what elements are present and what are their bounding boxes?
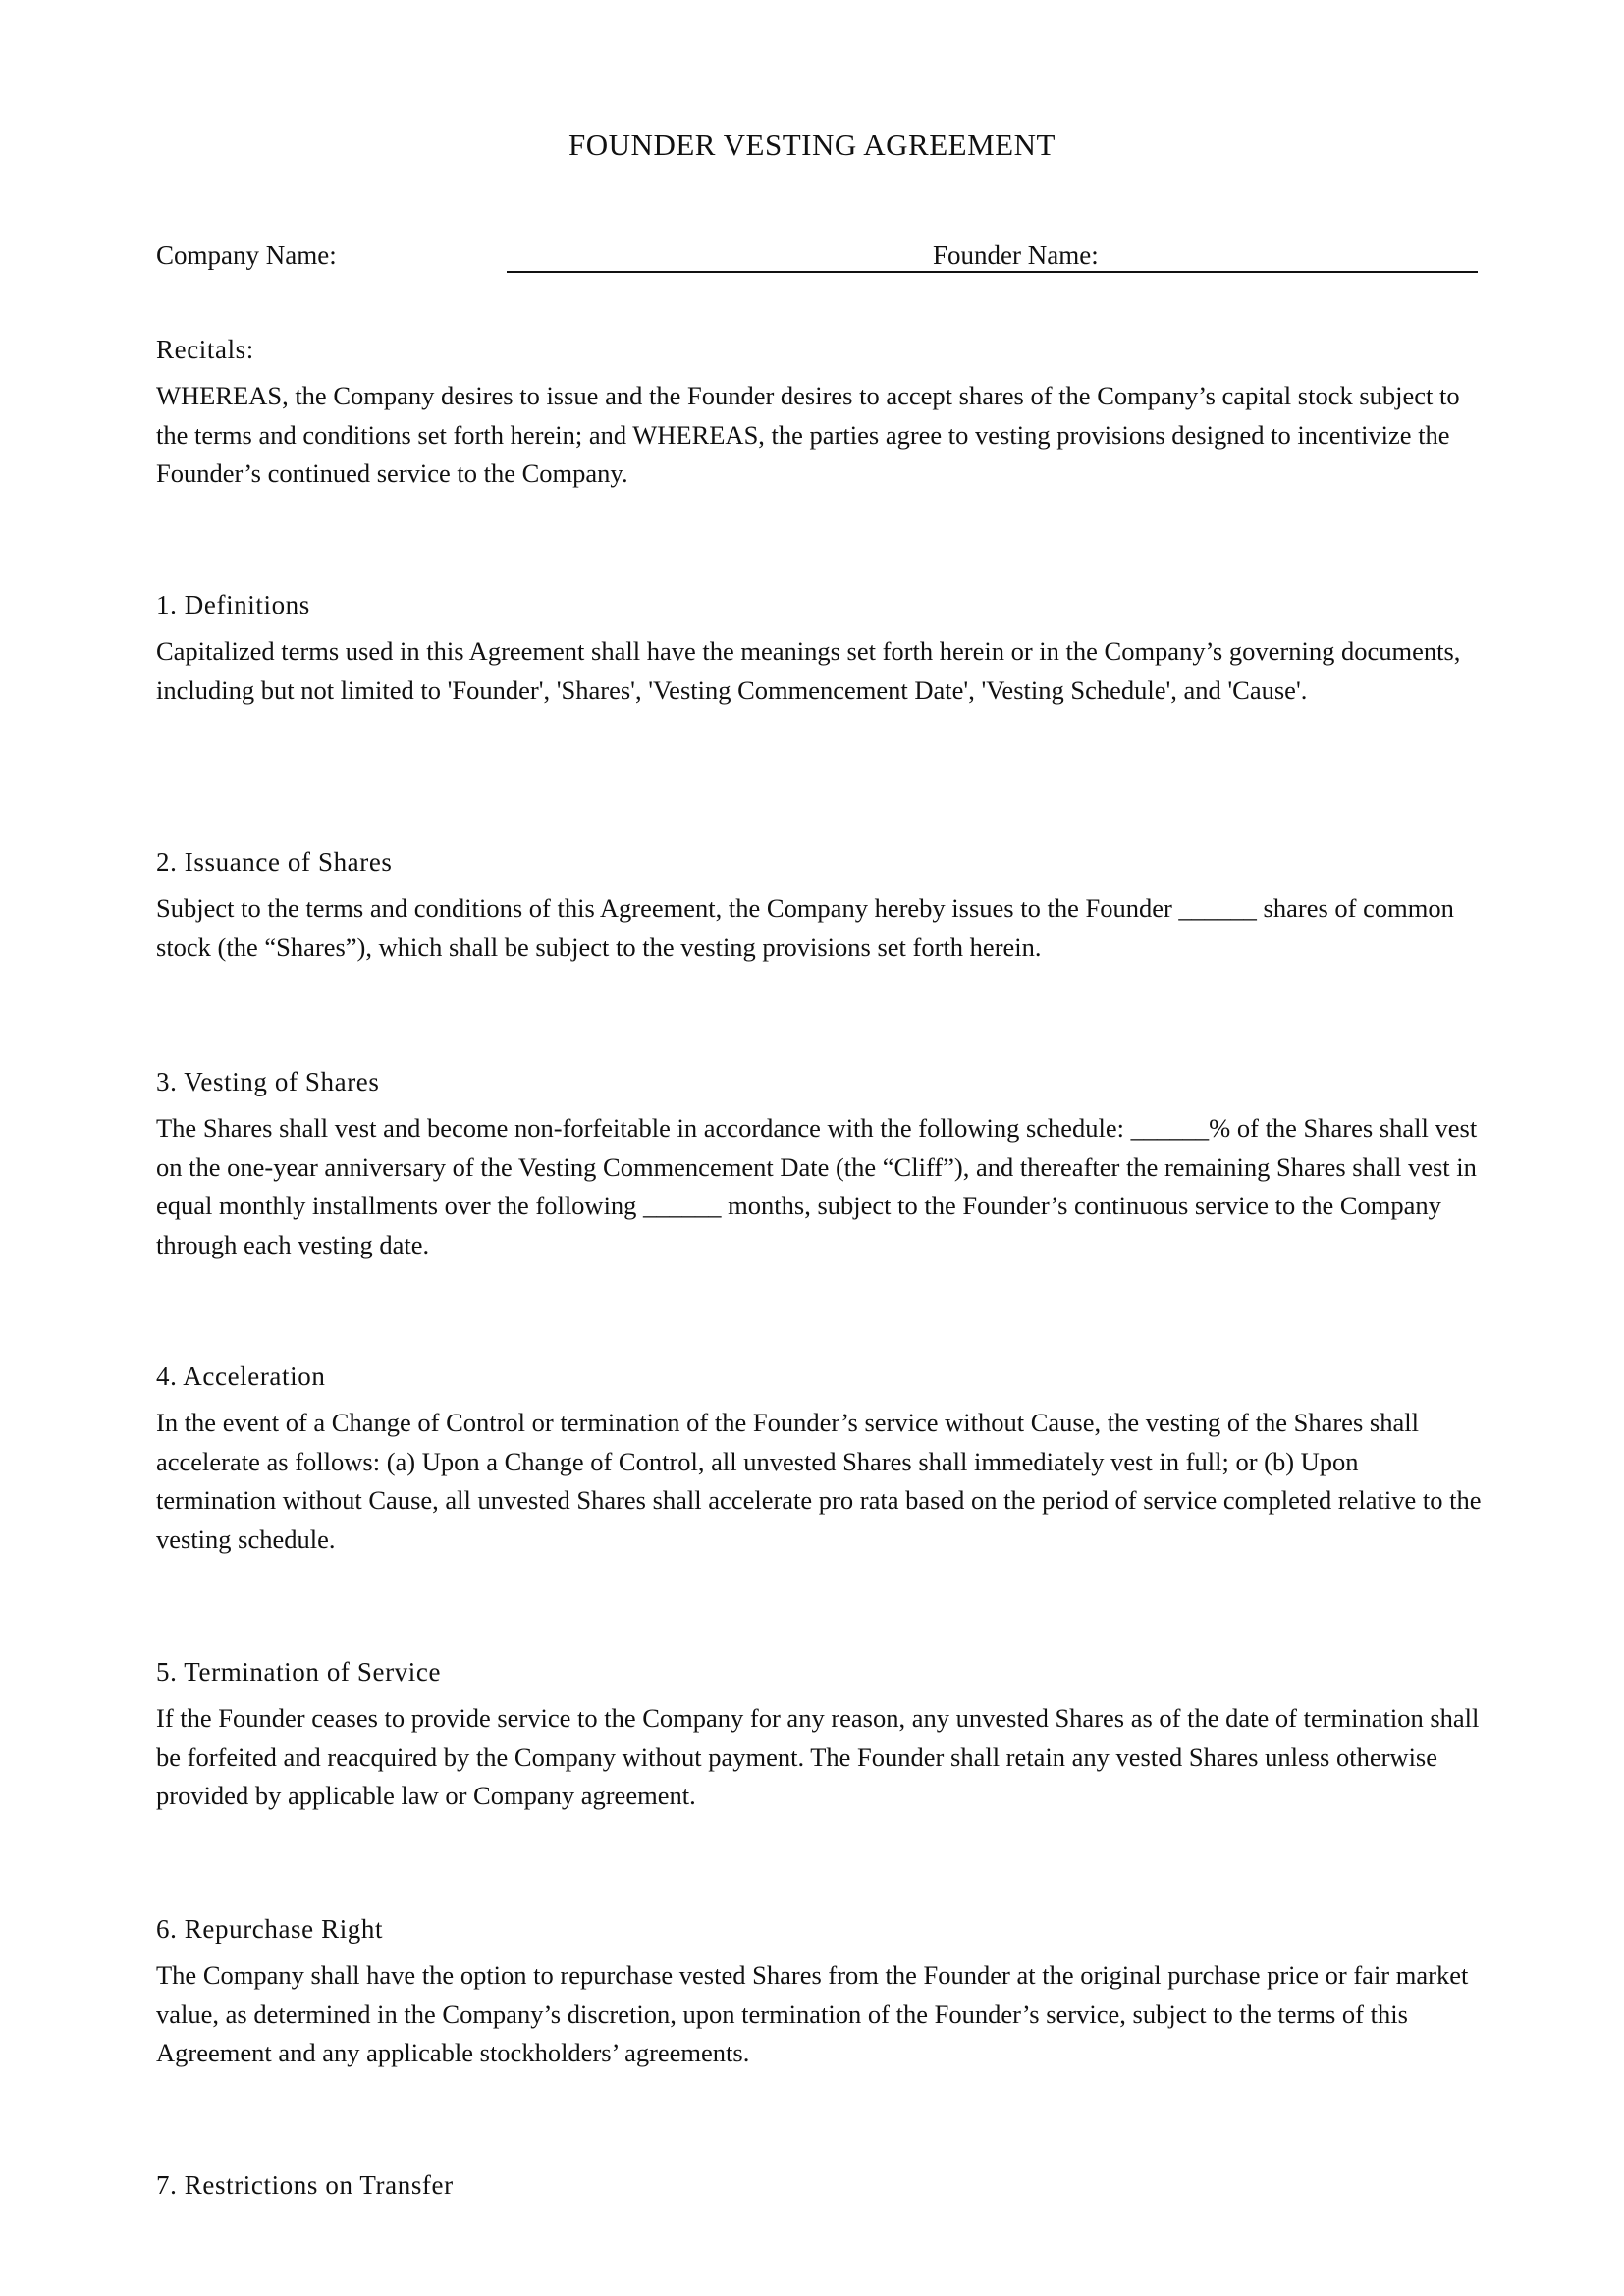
section-heading-repurchase: 6. Repurchase Right [156,1914,384,1944]
section-heading-issuance: 2. Issuance of Shares [156,847,393,877]
document-title: FOUNDER VESTING AGREEMENT [568,128,1056,162]
recitals-body: WHEREAS, the Company desires to issue and the Founder desires to accept shares of the Company’s capital stock subject to the terms and conditions set forth herein; and WHEREAS, the parties agree to vesting provisions designed to incentivize the Founder’s continued service to the Company. [156,381,1460,488]
section-heading-termination: 5. Termination of Service [156,1657,442,1686]
section-body-definitions: Capitalized terms used in this Agreement shall have the meanings set forth herein or in the Company’s governing documents, including but not limited to 'Founder', 'Shares', 'Vesting Commencement Date', 'Vesting Schedule', and 'Cause'. [156,636,1461,705]
party-fields [156,238,1478,277]
section-body-termination: If the Founder ceases to provide service to the Company for any reason, any unvested Shares as of the date of termination shall be forfeited and reacquired by the Company without payment. The Founder shall retain any vested Shares unless otherwise provided by applicable law or Company agreement. [156,1703,1480,1810]
section-body-issuance: Subject to the terms and conditions of this Agreement, the Company hereby issues to the Founder ______ shares of common stock (the “Shares”), which shall be subject to the vesting provisions set forth herein. [156,893,1454,962]
section-heading-vesting: 3. Vesting of Shares [156,1067,380,1096]
founder-name-label: Founder Name: [933,240,1099,270]
section-body-repurchase: The Company shall have the option to repurchase vested Shares from the Founder at the original purchase price or fair market value, as determined in the Company’s discretion, upon termination of the Founder’s service, subject to the terms of this Agreement and any applicable stockholders’ agreements. [156,1960,1469,2067]
section-body-acceleration: In the event of a Change of Control or termination of the Founder’s service without Cause, the vesting of the Shares shall accelerate as follows: (a) Upon a Change of Control, all unvested Shares shall immediately vest in full; or (b) Upon termination without Cause, all unvested Shares shall accelerate pro rata based on the period of service completed relative to the vesting schedule. [156,1408,1482,1554]
section-heading-transfer: 7. Restrictions on Transfer [156,2170,454,2200]
section-heading-definitions: 1. Definitions [156,590,310,619]
section-body-vesting: The Shares shall vest and become non-forfeitable in accordance with the following schedule: ______% of the Shares shall vest on the one-year anniversary of the Vesting Commencement Date (the “Cliff”), and thereafter the remaining Shares shall vest in equal monthly installments over the following ______ months, subject to the Founder’s continuous service to the Company through each vesting date. [156,1113,1478,1259]
section-heading-acceleration: 4. Acceleration [156,1362,326,1391]
company-name-label: Company Name: [156,240,337,270]
recitals-heading: Recitals: [156,335,254,364]
